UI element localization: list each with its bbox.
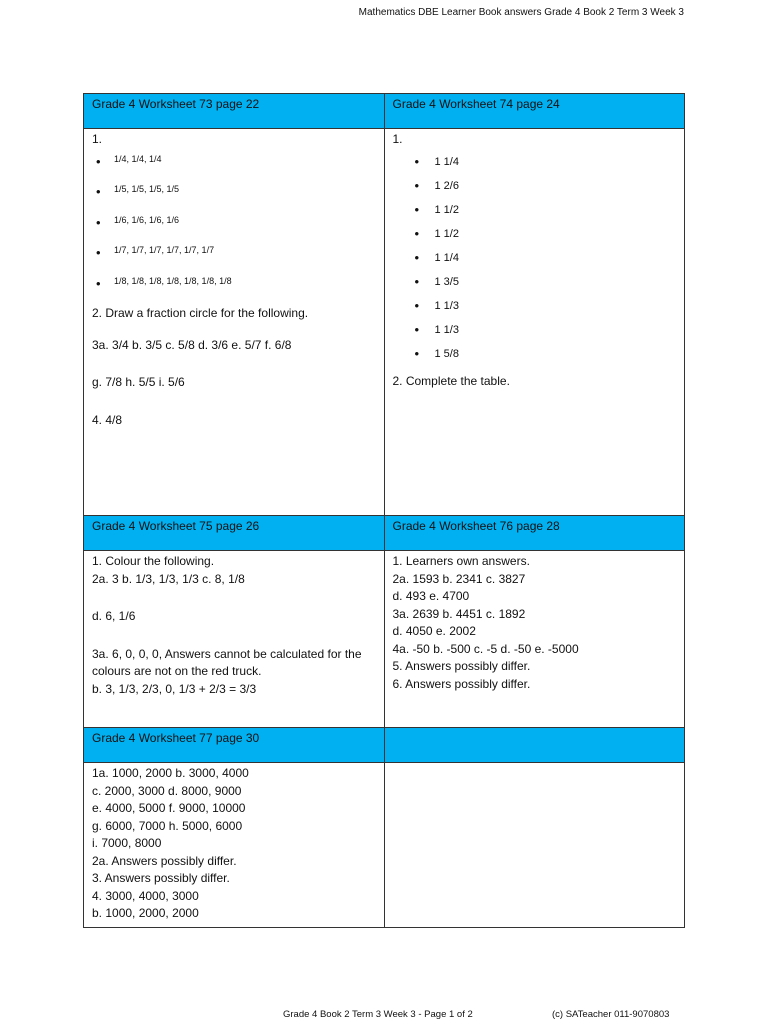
- ws76-line: d. 4050 e. 2002: [392, 624, 476, 638]
- ws76-line: 4a. -50 b. -500 c. -5 d. -50 e. -5000: [392, 641, 579, 656]
- ws77-heading: Grade 4 Worksheet 77 page 30: [84, 728, 385, 763]
- ws75-q2a: 2a. 3 b. 1/3, 1/3, 1/3 c. 8, 1/8: [92, 571, 245, 586]
- list-item: • 1 1/4: [435, 155, 677, 169]
- list-item: • 1 1/3: [435, 323, 677, 337]
- ws76-line: d. 493 e. 4700: [392, 589, 470, 603]
- ws73-q3g: g. 7/8 h. 5/5 i. 5/6: [92, 375, 185, 389]
- list-item: • 1 5/8: [435, 347, 677, 361]
- list-item: • 1 2/6: [435, 179, 677, 193]
- ws74-mixed-number-list: [393, 155, 677, 361]
- list-item: • 1 1/2: [435, 203, 677, 217]
- ws75-q3a: 3a. 6, 0, 0, 0, Answers cannot be calculated for the colours are not on the red truck.: [92, 646, 362, 678]
- ws77-line: g. 6000, 7000 h. 5000, 6000: [92, 818, 243, 833]
- ws77-line: 4. 3000, 4000, 3000: [92, 888, 199, 903]
- list-item: • 1/7, 1/7, 1/7, 1/7, 1/7, 1/7: [114, 244, 376, 257]
- ws76-answers: [384, 551, 685, 728]
- ws73-q4: 4. 4/8: [92, 412, 123, 427]
- list-item: • 1 1/3: [435, 299, 677, 313]
- ws77-line: b. 1000, 2000, 2000: [92, 906, 199, 920]
- ws75-heading: Grade 4 Worksheet 75 page 26: [84, 516, 385, 551]
- ws73-q2: 2. Draw a fraction circle for the following.: [92, 306, 309, 320]
- ws73-q1: 1.: [92, 132, 103, 146]
- copyright: (c) SATeacher 011-9070803: [552, 1009, 670, 1020]
- list-item: • 1/6, 1/6, 1/6, 1/6: [114, 214, 376, 227]
- list-item: • 1/5, 1/5, 1/5, 1/5: [114, 183, 376, 196]
- ws75-q1: 1. Colour the following.: [92, 554, 215, 568]
- ws77-line: 1a. 1000, 2000 b. 3000, 4000: [92, 766, 249, 780]
- ws77-line: 3. Answers possibly differ.: [92, 871, 230, 885]
- list-item: • 1 1/2: [435, 227, 677, 241]
- ws74-answers: [384, 129, 685, 516]
- ws76-line: 3a. 2639 b. 4451 c. 1892: [392, 606, 526, 621]
- answers-table: [83, 93, 685, 928]
- ws73-fraction-list: [92, 153, 376, 288]
- ws73-q3a: 3a. 3/4 b. 3/5 c. 5/8 d. 3/6 e. 5/7 f. 6/8: [92, 337, 292, 352]
- page-footer: Grade 4 Book 2 Term 3 Week 3 - Page 1 of 2: [283, 1009, 473, 1020]
- ws74-q2: 2. Complete the table.: [392, 373, 510, 388]
- empty-heading: [384, 728, 685, 763]
- list-item: • 1/8, 1/8, 1/8, 1/8, 1/8, 1/8, 1/8: [114, 275, 376, 288]
- ws74-heading: Grade 4 Worksheet 74 page 24: [384, 94, 685, 129]
- empty-cell: [384, 763, 685, 928]
- ws74-q1: 1.: [392, 132, 403, 146]
- ws76-line: 1. Learners own answers.: [392, 554, 530, 568]
- ws77-line: e. 4000, 5000 f. 9000, 10000: [92, 801, 246, 815]
- ws73-answers: [84, 129, 385, 516]
- ws77-line: i. 7000, 8000: [92, 836, 162, 850]
- ws76-heading: Grade 4 Worksheet 76 page 28: [384, 516, 685, 551]
- ws75-q3b: b. 3, 1/3, 2/3, 0, 1/3 + 2/3 = 3/3: [92, 681, 257, 696]
- ws76-line: 5. Answers possibly differ.: [392, 659, 531, 673]
- list-item: • 1 3/5: [435, 275, 677, 289]
- list-item: • 1/4, 1/4, 1/4: [114, 153, 376, 166]
- page-header: Mathematics DBE Learner Book answers Grade 4 Book 2 Term 3 Week 3: [358, 7, 684, 18]
- ws76-line: 2a. 1593 b. 2341 c. 3827: [392, 571, 526, 586]
- list-item: • 1 1/4: [435, 251, 677, 265]
- ws77-answers: [84, 763, 385, 928]
- ws73-heading: Grade 4 Worksheet 73 page 22: [84, 94, 385, 129]
- ws75-q2d: d. 6, 1/6: [92, 609, 136, 623]
- ws76-line: 6. Answers possibly differ.: [392, 676, 531, 691]
- ws77-line: c. 2000, 3000 d. 8000, 9000: [92, 783, 242, 798]
- ws77-line: 2a. Answers possibly differ.: [92, 853, 237, 868]
- ws75-answers: [84, 551, 385, 728]
